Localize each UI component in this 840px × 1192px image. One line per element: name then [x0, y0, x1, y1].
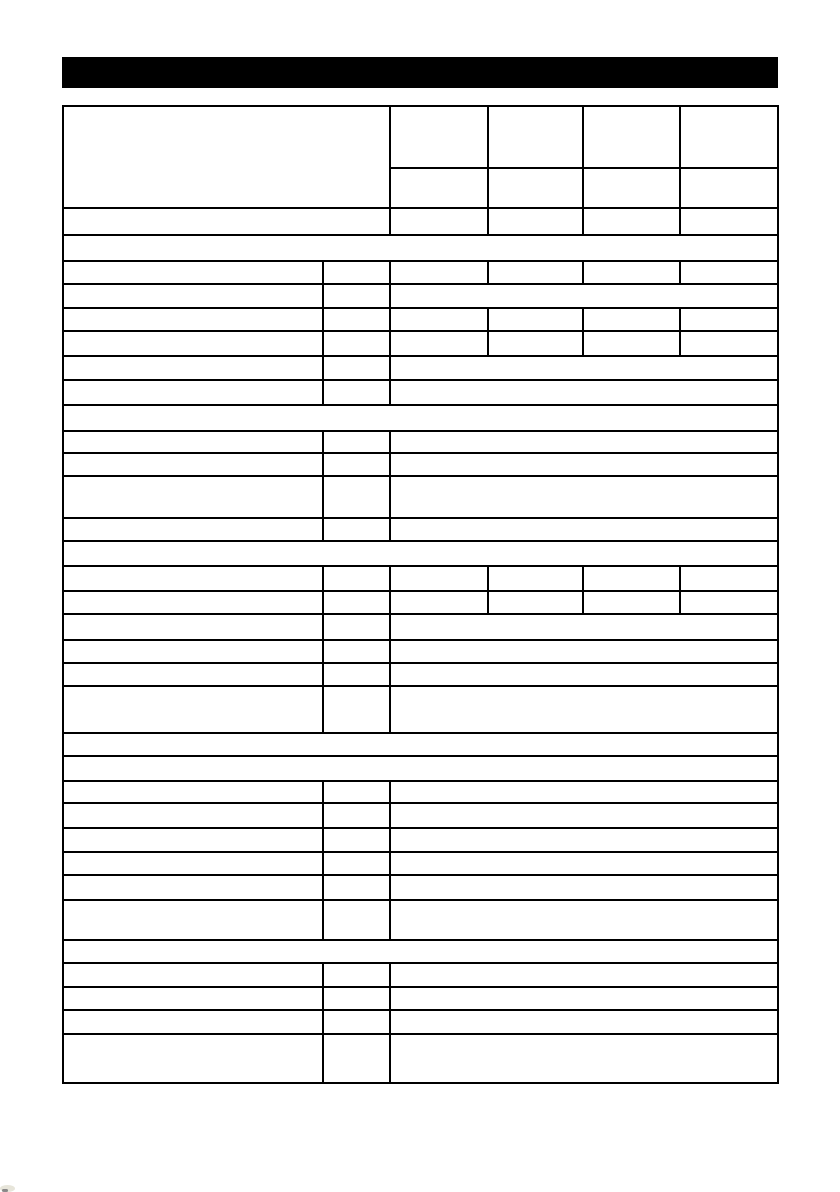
merged-value-cell — [390, 431, 778, 453]
value-cell — [680, 261, 778, 284]
unit-cell — [323, 1010, 390, 1034]
merged-value-cell — [390, 284, 778, 308]
header-column-cell — [390, 106, 488, 168]
table-row-data-merged — [63, 987, 778, 1010]
table-row-data-merged — [63, 380, 778, 405]
value-cell — [488, 591, 583, 614]
unit-cell — [323, 566, 390, 591]
value-cell — [583, 308, 680, 331]
table-row-data-merged — [63, 1034, 778, 1083]
unit-cell — [323, 852, 390, 875]
label-cell — [63, 261, 323, 284]
unit-cell — [323, 356, 390, 380]
table-row-data-merged — [63, 518, 778, 541]
value-cell — [390, 331, 488, 356]
merged-value-cell — [390, 987, 778, 1010]
label-cell — [63, 476, 323, 518]
table-row-data-merged — [63, 852, 778, 875]
unit-cell — [323, 476, 390, 518]
value-cell — [583, 591, 680, 614]
merged-value-cell — [390, 1034, 778, 1083]
unit-cell — [323, 453, 390, 476]
value-cell — [680, 208, 778, 235]
value-cell — [488, 308, 583, 331]
label-cell — [63, 518, 323, 541]
table-row-data-4col — [63, 308, 778, 331]
table-row-data-merged — [63, 356, 778, 380]
label-cell — [63, 453, 323, 476]
merged-value-cell — [390, 476, 778, 518]
value-cell — [488, 566, 583, 591]
label-cell — [63, 987, 323, 1010]
merged-value-cell — [390, 781, 778, 803]
value-cell — [390, 261, 488, 284]
unit-cell — [323, 875, 390, 900]
merged-value-cell — [390, 380, 778, 405]
spec-table — [62, 105, 779, 1084]
label-cell — [63, 803, 323, 828]
value-cell — [680, 591, 778, 614]
header-title-cell — [63, 106, 390, 208]
table-row-data-merged — [63, 781, 778, 803]
merged-value-cell — [390, 640, 778, 663]
table-row-section-row — [63, 756, 778, 781]
unit-cell — [323, 963, 390, 987]
label-cell — [63, 566, 323, 591]
unit-cell — [323, 803, 390, 828]
section-header-cell — [63, 405, 778, 431]
table-row-data-merged — [63, 828, 778, 852]
label-cell — [63, 663, 323, 686]
label-cell — [63, 781, 323, 803]
table-row-section-row — [63, 940, 778, 963]
merged-value-cell — [390, 828, 778, 852]
merged-value-cell — [390, 614, 778, 640]
table-row-data-merged — [63, 875, 778, 900]
unit-cell — [323, 900, 390, 940]
unit-cell — [323, 663, 390, 686]
value-cell — [680, 331, 778, 356]
value-cell — [390, 208, 488, 235]
value-cell — [390, 591, 488, 614]
spec-table-body — [63, 106, 778, 1083]
header-column-cell — [680, 106, 778, 168]
table-row-data-merged — [63, 640, 778, 663]
section-header-cell — [63, 235, 778, 261]
merged-value-cell — [390, 803, 778, 828]
table-row-section-row — [63, 541, 778, 566]
merged-value-cell — [390, 663, 778, 686]
merged-value-cell — [390, 963, 778, 987]
table-row-label-row — [63, 208, 778, 235]
value-cell — [390, 308, 488, 331]
table-row-data-merged — [63, 614, 778, 640]
table-row-data-merged — [63, 1010, 778, 1034]
table-row-section-row — [63, 733, 778, 756]
table-row-data-merged — [63, 686, 778, 733]
value-cell — [680, 566, 778, 591]
unit-cell — [323, 640, 390, 663]
label-cell — [63, 614, 323, 640]
merged-value-cell — [390, 852, 778, 875]
label-cell — [63, 308, 323, 331]
table-row-data-4col — [63, 331, 778, 356]
label-cell — [63, 380, 323, 405]
value-cell — [583, 331, 680, 356]
label-cell — [63, 356, 323, 380]
wide-label-cell — [63, 208, 390, 235]
table-row-data-merged — [63, 431, 778, 453]
header-subcolumn-cell — [488, 168, 583, 208]
label-cell — [63, 1034, 323, 1083]
table-row-data-4col — [63, 261, 778, 284]
table-row-section-row — [63, 235, 778, 261]
value-cell — [583, 208, 680, 235]
section-header-cell — [63, 733, 778, 756]
label-cell — [63, 900, 323, 940]
scan-artifact — [0, 1185, 15, 1192]
label-cell — [63, 431, 323, 453]
header-subcolumn-cell — [680, 168, 778, 208]
merged-value-cell — [390, 518, 778, 541]
label-cell — [63, 591, 323, 614]
label-cell — [63, 640, 323, 663]
unit-cell — [323, 987, 390, 1010]
table-row-data-4col — [63, 566, 778, 591]
merged-value-cell — [390, 686, 778, 733]
unit-cell — [323, 284, 390, 308]
unit-cell — [323, 518, 390, 541]
merged-value-cell — [390, 900, 778, 940]
table-row-section-row — [63, 405, 778, 431]
merged-value-cell — [390, 453, 778, 476]
header-subcolumn-cell — [583, 168, 680, 208]
label-cell — [63, 852, 323, 875]
unit-cell — [323, 331, 390, 356]
section-header-cell — [63, 541, 778, 566]
label-cell — [63, 284, 323, 308]
label-cell — [63, 963, 323, 987]
unit-cell — [323, 308, 390, 331]
merged-value-cell — [390, 875, 778, 900]
unit-cell — [323, 1034, 390, 1083]
label-cell — [63, 1010, 323, 1034]
value-cell — [583, 566, 680, 591]
value-cell — [680, 308, 778, 331]
unit-cell — [323, 261, 390, 284]
table-row-data-merged — [63, 900, 778, 940]
unit-cell — [323, 431, 390, 453]
table-row-header-top — [63, 106, 778, 168]
value-cell — [488, 331, 583, 356]
unit-cell — [323, 686, 390, 733]
unit-cell — [323, 380, 390, 405]
section-header-cell — [63, 940, 778, 963]
label-cell — [63, 875, 323, 900]
header-column-cell — [583, 106, 680, 168]
header-subcolumn-cell — [390, 168, 488, 208]
label-cell — [63, 686, 323, 733]
label-cell — [63, 331, 323, 356]
table-row-data-merged — [63, 284, 778, 308]
section-header-cell — [63, 756, 778, 781]
value-cell — [390, 566, 488, 591]
table-row-data-merged — [63, 803, 778, 828]
title-bar — [62, 57, 778, 88]
merged-value-cell — [390, 356, 778, 380]
unit-cell — [323, 781, 390, 803]
table-row-data-merged — [63, 476, 778, 518]
unit-cell — [323, 591, 390, 614]
unit-cell — [323, 614, 390, 640]
table-row-data-4col — [63, 591, 778, 614]
table-row-data-merged — [63, 963, 778, 987]
table-row-data-merged — [63, 663, 778, 686]
label-cell — [63, 828, 323, 852]
merged-value-cell — [390, 1010, 778, 1034]
value-cell — [488, 261, 583, 284]
value-cell — [583, 261, 680, 284]
unit-cell — [323, 828, 390, 852]
header-column-cell — [488, 106, 583, 168]
value-cell — [488, 208, 583, 235]
table-row-data-merged — [63, 453, 778, 476]
